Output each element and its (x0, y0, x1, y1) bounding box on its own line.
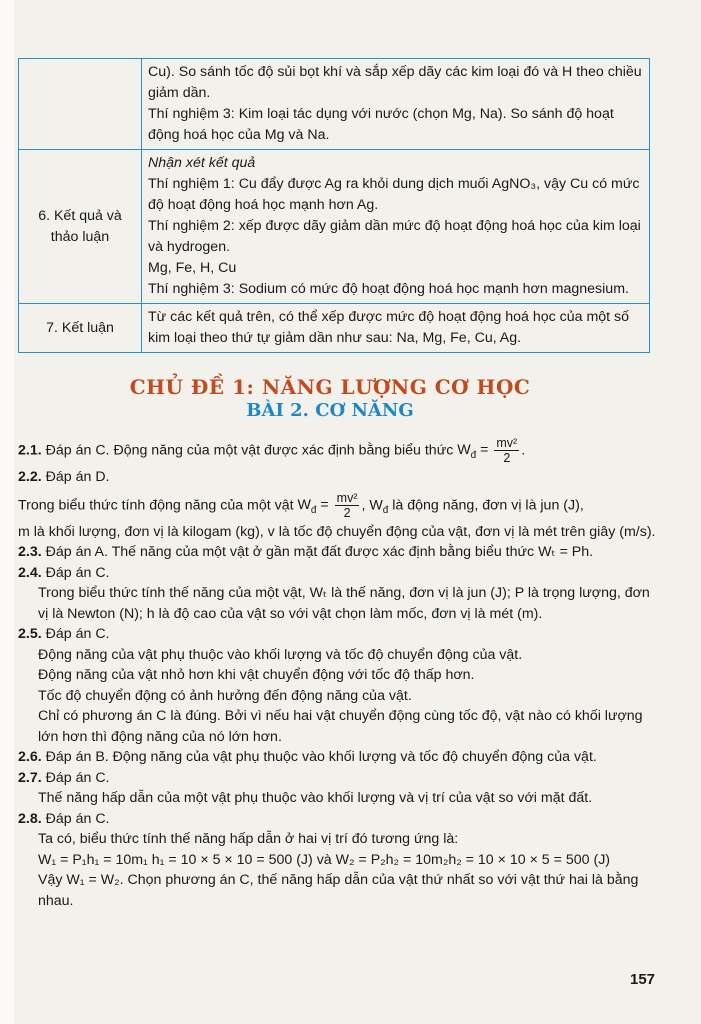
answer-text: Đáp án C. (45, 626, 110, 643)
answer-2-7 (18, 768, 658, 789)
conjunction: và (316, 851, 332, 868)
table-row (19, 150, 650, 304)
explanation-text: Vậy W₁ = W₂. Chọn phương án C, thế năng hấp dẫn của vật thứ nhất so với vật thứ hai là bằng nhau. (38, 872, 639, 909)
table-row (19, 59, 650, 150)
answer-text: Đáp án C. (45, 769, 110, 786)
page-number: 157 (630, 971, 656, 988)
answer-2-2-explanation: Trong biểu thức tính động năng của một vật $W_đ$ = $\frac{\text{mv²}}{2}$ , $W_đ$ là động năng, đơn vị là jun (J), (18, 491, 584, 521)
answer-text: Đáp án C. (45, 810, 110, 827)
table-line: Thí nghiệm 1: Cu đẩy được Ag ra khỏi dung dịch muối AgNO₃, vậy Cu có mức độ hoạt động hoá học mạnh hơn Ag. (148, 176, 640, 213)
explanation-text: Trong biểu thức tính động năng của một vật (18, 497, 294, 514)
equation: W₂ = P₂h₂ = 10m₂h₂ = 10 × 10 × 5 = 500 (J) (335, 851, 611, 868)
answer-number: 2.3. (18, 544, 42, 561)
table-line: Thí nghiệm 3: Sodium có mức độ hoạt động hoá học mạnh hơn magnesium. (148, 281, 629, 297)
table-cell-conclusion: Từ các kết quả trên, có thể xếp được mức độ hoạt động hoá học của một số kim loại theo thứ tự giảm dần như sau: Na, Mg, Fe, Cu, Ag. (142, 304, 650, 353)
answer-text: Đáp án B. Động năng của vật phụ thuộc vào khối lượng và tốc độ chuyển động của vật. (45, 749, 597, 766)
experiment-table (18, 58, 650, 353)
potential-energy-formula: Wₜ = Ph (538, 544, 590, 561)
answer-2-4 (18, 563, 658, 584)
explanation-text: Động năng của vật phụ thuộc vào khối lượng và tốc độ chuyển động của vật. (38, 646, 523, 663)
answer-2-6 (18, 747, 658, 768)
table-cell-label: 6. Kết quả và thảo luận (19, 150, 142, 304)
answer-number: 2.7. (18, 769, 42, 786)
equation: W₁ = P₁h₁ = 10m₁ h₁ = 10 × 5 × 10 = 500 (J) (38, 851, 313, 868)
explanation-text: Tốc độ chuyển động có ảnh hưởng đến động năng của vật. (38, 687, 412, 704)
lesson-title: BÀI 2. CƠ NĂNG (246, 400, 414, 421)
results-heading: Nhận xét kết quả (148, 155, 256, 171)
answers-section (18, 436, 658, 911)
table-cell-procedure (142, 59, 650, 150)
answer-number: 2.2. (18, 468, 42, 485)
answer-text: Đáp án A. Thế năng của một vật ở gần mặt đất được xác định bằng biểu thức (45, 544, 535, 561)
answer-2-1: 2.1. Đáp án C. Động năng của một vật được xác định bằng biểu thức $W_đ$ = $\frac{\text{mv²}}{2}$ . (18, 436, 526, 465)
answer-2-8 (18, 809, 658, 830)
answer-number: 2.8. (18, 810, 42, 827)
explanation-text: m là khối lượng, đơn vị là kilogam (kg), v là tốc độ chuyển động của vật, đơn vị là mét trên giây (m/s). (18, 523, 656, 540)
answer-2-3: 2.3. Đáp án A. Thế năng của một vật ở gần mặt đất được xác định bằng biểu thức Wₜ = Ph. (18, 544, 594, 561)
answer-2-2 (18, 467, 658, 488)
kinetic-energy-formula: $W_đ$ = $\frac{\text{mv²}}{2}$ (297, 491, 358, 521)
answer-2-5 (18, 624, 658, 645)
answer-number: 2.5. (18, 626, 42, 643)
explanation-text: Chỉ có phương án C là đúng. Bởi vì nếu hai vật chuyển động cùng tốc độ, vật nào có khối lượng lớn hơn thì động năng của nó lớn hơn. (38, 708, 643, 745)
answer-number: 2.4. (18, 564, 42, 581)
answer-number: 2.1. (18, 442, 42, 459)
topic-title: CHỦ ĐỀ 1: NĂNG LƯỢNG CƠ HỌC (129, 375, 531, 399)
answer-text: Đáp án C. (45, 564, 110, 581)
explanation-text: Ta có, biểu thức tính thế năng hấp dẫn ở hai vị trí đó tương ứng là: (38, 831, 459, 848)
table-cell-results (142, 150, 650, 304)
table-line: Cu). So sánh tốc độ sủi bọt khí và sắp xếp dãy các kim loại đó và H theo chiều giảm dần. (148, 64, 642, 101)
explanation-text: Động năng của vật nhỏ hơn khi vật chuyển động với tốc độ thấp hơn. (38, 667, 475, 684)
kinetic-energy-formula: $W_đ$ = $\frac{\text{mv²}}{2}$ (457, 436, 518, 465)
table-line: Thí nghiệm 3: Kim loại tác dụng với nước (chọn Mg, Na). So sánh độ hoạt động hoá học của Mg và Na. (148, 106, 614, 143)
table-cell-label: 7. Kết luận (19, 304, 142, 353)
answer-text: Đáp án D. (45, 468, 110, 485)
equation-line (18, 850, 658, 871)
answer-number: 2.6. (18, 749, 42, 766)
table-line: Thí nghiệm 2: xếp được dãy giảm dần mức độ hoạt động hoá học của kim loại và hydrogen. (148, 218, 641, 255)
answer-text: Đáp án C. Động năng của một vật được xác định bằng biểu thức (45, 442, 454, 459)
page-margin (0, 0, 14, 1024)
table-cell-empty (19, 59, 142, 150)
table-row (19, 304, 650, 353)
explanation-text: Thế năng hấp dẫn của một vật phụ thuộc vào khối lượng và vị trí của vật so với mặt đất. (38, 790, 593, 807)
explanation-text: Trong biểu thức tính thế năng của một vật, Wₜ là thế năng, đơn vị là jun (J); P là trọng lượng, đơn vị là Newton (N); h là độ cao của vật so với vật chọn làm mốc, đơn vị là mét (m). (38, 585, 650, 622)
table-line: Mg, Fe, H, Cu (148, 260, 237, 276)
